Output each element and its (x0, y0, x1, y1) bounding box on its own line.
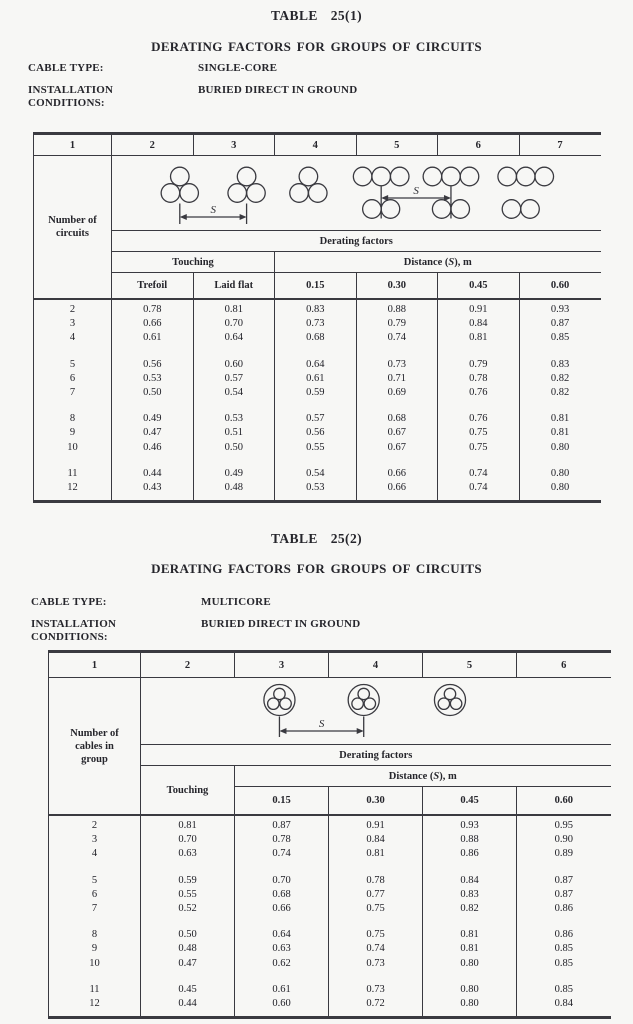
derating-factor-cell: 0.64 (235, 916, 329, 942)
distance-column-0-15: 0.15 (235, 787, 329, 816)
circuit-count-cell: 8 (49, 916, 141, 942)
derating-factor-cell: 0.50 (112, 386, 194, 400)
circuit-count-cell: 3 (34, 317, 112, 331)
derating-factor-cell: 0.68 (275, 331, 357, 345)
table-row (49, 862, 611, 888)
circuit-count-cell: 2 (49, 815, 141, 833)
table-row (34, 481, 601, 502)
table-row (34, 317, 601, 331)
distance-column-0-30: 0.30 (356, 273, 438, 300)
table-row (34, 299, 601, 317)
derating-factor-cell: 0.70 (193, 317, 275, 331)
derating-factor-cell: 0.76 (438, 400, 520, 426)
table-row (49, 847, 611, 861)
installation-conditions-value: BURIED DIRECT IN GROUND (201, 618, 361, 630)
derating-factor-cell: 0.60 (235, 997, 329, 1018)
circuit-count-cell: 6 (34, 372, 112, 386)
derating-factor-cell: 0.87 (517, 888, 611, 902)
table2-title-number: 25(2) (330, 531, 362, 546)
derating-factor-cell: 0.83 (423, 888, 517, 902)
derating-factor-cell: 0.59 (141, 862, 235, 888)
derating-factor-cell: 0.74 (438, 455, 520, 481)
derating-factor-cell: 0.87 (235, 815, 329, 833)
derating-factor-cell: 0.66 (235, 902, 329, 916)
cable-arrangement-diagram (112, 156, 601, 231)
circuit-count-cell: 7 (34, 386, 112, 400)
table-row (49, 888, 611, 902)
derating-factor-cell: 0.78 (438, 372, 520, 386)
derating-factor-cell: 0.73 (329, 957, 423, 971)
circuit-count-cell: 3 (49, 833, 141, 847)
table-row (34, 372, 601, 386)
column-number: 5 (423, 652, 517, 678)
spacing-label: S (413, 184, 419, 198)
multicore-arrangement-illustration (141, 678, 611, 744)
derating-factor-cell: 0.66 (356, 455, 438, 481)
circuit-count-cell: 10 (49, 957, 141, 971)
cable-type-value: SINGLE-CORE (198, 62, 278, 74)
derating-factor-cell: 0.84 (423, 862, 517, 888)
distance-column-0-15: 0.15 (275, 273, 357, 300)
table-row (49, 815, 611, 833)
derating-factor-cell: 0.51 (193, 426, 275, 440)
derating-factor-cell: 0.62 (235, 957, 329, 971)
derating-factor-cell: 0.44 (141, 997, 235, 1018)
derating-factor-cell: 0.87 (517, 862, 611, 888)
derating-factor-cell: 0.49 (193, 455, 275, 481)
table2-title (0, 531, 633, 547)
derating-factor-cell: 0.74 (329, 942, 423, 956)
derating-factor-cell: 0.56 (275, 426, 357, 440)
table-row (34, 455, 601, 481)
derating-factor-cell: 0.74 (235, 847, 329, 861)
derating-factor-cell: 0.74 (356, 331, 438, 345)
row-header-number-of-circuits: Number of circuits (34, 156, 112, 300)
distance-header: Distance (S), m (235, 766, 611, 787)
circuit-count-cell: 4 (34, 331, 112, 345)
column-number: 5 (356, 134, 438, 156)
circuit-count-cell: 4 (49, 847, 141, 861)
derating-factor-cell: 0.85 (519, 331, 601, 345)
circuit-count-cell: 6 (49, 888, 141, 902)
distance-column-0-45: 0.45 (438, 273, 520, 300)
derating-factor-cell: 0.78 (235, 833, 329, 847)
table-row (49, 942, 611, 956)
derating-factor-cell: 0.81 (423, 916, 517, 942)
derating-factor-cell: 0.81 (141, 815, 235, 833)
derating-factor-cell: 0.78 (112, 299, 194, 317)
circuit-count-cell: 10 (34, 441, 112, 455)
derating-factor-cell: 0.53 (112, 372, 194, 386)
derating-factor-cell: 0.85 (517, 971, 611, 997)
circuit-count-cell: 2 (34, 299, 112, 317)
cable-type-label: CABLE TYPE: (31, 596, 107, 608)
derating-factor-cell: 0.80 (423, 971, 517, 997)
circuit-count-cell: 9 (34, 426, 112, 440)
column-number: 4 (275, 134, 357, 156)
circuit-count-cell: 12 (49, 997, 141, 1018)
derating-factor-cell: 0.46 (112, 441, 194, 455)
derating-factor-cell: 0.55 (275, 441, 357, 455)
column-number: 7 (519, 134, 601, 156)
derating-factor-cell: 0.48 (141, 942, 235, 956)
derating-factor-cell: 0.81 (519, 426, 601, 440)
table2-meta (31, 596, 360, 644)
derating-factor-cell: 0.93 (423, 815, 517, 833)
derating-table-multicore (48, 650, 611, 1019)
table1-body (34, 299, 601, 502)
derating-factor-cell: 0.90 (517, 833, 611, 847)
spacing-label: S (318, 718, 325, 730)
installation-conditions-label: INSTALLATION CONDITIONS: (28, 84, 114, 109)
derating-factor-cell: 0.54 (193, 386, 275, 400)
distance-column-0-60: 0.60 (519, 273, 601, 300)
derating-factor-cell: 0.57 (275, 400, 357, 426)
derating-factor-cell: 0.48 (193, 481, 275, 502)
derating-factor-cell: 0.80 (423, 997, 517, 1018)
touching-header: Touching (112, 252, 275, 273)
column-number: 6 (438, 134, 520, 156)
derating-factor-cell: 0.83 (519, 346, 601, 372)
table1-meta (28, 62, 357, 110)
derating-factor-cell: 0.85 (517, 942, 611, 956)
table-row (49, 833, 611, 847)
installation-conditions-value: BURIED DIRECT IN GROUND (198, 84, 358, 96)
distance-column-0-30: 0.30 (329, 787, 423, 816)
column-number: 4 (329, 652, 423, 678)
derating-factor-cell: 0.56 (112, 346, 194, 372)
derating-factor-cell: 0.63 (141, 847, 235, 861)
table-row (34, 346, 601, 372)
column-number: 2 (112, 134, 194, 156)
derating-factor-cell: 0.83 (275, 299, 357, 317)
cable-type-value: MULTICORE (201, 596, 271, 608)
table-row (49, 916, 611, 942)
table-row (49, 997, 611, 1018)
circuit-count-cell: 7 (49, 902, 141, 916)
column-number-row (49, 652, 611, 678)
touching-header: Touching (141, 766, 235, 816)
derating-factor-cell: 0.79 (438, 346, 520, 372)
derating-factors-header: Derating factors (141, 745, 611, 766)
trefoil-header: Trefoil (112, 273, 194, 300)
derating-factor-cell: 0.68 (356, 400, 438, 426)
derating-factor-cell: 0.84 (517, 997, 611, 1018)
derating-factor-cell: 0.66 (356, 481, 438, 502)
derating-factor-cell: 0.75 (438, 441, 520, 455)
derating-factor-cell: 0.67 (356, 426, 438, 440)
table-row (34, 426, 601, 440)
column-number: 2 (141, 652, 235, 678)
derating-factor-cell: 0.81 (519, 400, 601, 426)
laid-flat-header: Laid flat (193, 273, 275, 300)
table-row (34, 386, 601, 400)
derating-factor-cell: 0.80 (519, 441, 601, 455)
derating-factor-cell: 0.81 (438, 331, 520, 345)
derating-factor-cell: 0.68 (235, 888, 329, 902)
derating-factor-cell: 0.49 (112, 400, 194, 426)
derating-factors-header: Derating factors (112, 231, 601, 252)
derating-factor-cell: 0.60 (193, 346, 275, 372)
circuit-count-cell: 12 (34, 481, 112, 502)
table1-title (0, 8, 633, 24)
table-row (49, 971, 611, 997)
cable-arrangement-diagram (141, 678, 611, 745)
derating-factor-cell: 0.64 (275, 346, 357, 372)
table-row (49, 957, 611, 971)
derating-factor-cell: 0.80 (519, 481, 601, 502)
derating-factor-cell: 0.78 (329, 862, 423, 888)
derating-factor-cell: 0.73 (275, 317, 357, 331)
circuit-count-cell: 9 (49, 942, 141, 956)
column-number: 3 (235, 652, 329, 678)
derating-factor-cell: 0.61 (235, 971, 329, 997)
derating-factor-cell: 0.44 (112, 455, 194, 481)
derating-factor-cell: 0.50 (193, 441, 275, 455)
derating-factor-cell: 0.82 (519, 372, 601, 386)
derating-factor-cell: 0.84 (329, 833, 423, 847)
column-number: 1 (49, 652, 141, 678)
derating-factor-cell: 0.73 (356, 346, 438, 372)
row-header-number-of-cables: Number of cables in group (49, 678, 141, 816)
derating-factor-cell: 0.86 (517, 916, 611, 942)
table-row (34, 331, 601, 345)
table1-subtitle: DERATING FACTORS FOR GROUPS OF CIRCUITS (151, 39, 482, 54)
derating-factor-cell: 0.75 (329, 916, 423, 942)
table-row (49, 902, 611, 916)
derating-factor-cell: 0.72 (329, 997, 423, 1018)
derating-factor-cell: 0.47 (112, 426, 194, 440)
circuit-count-cell: 8 (34, 400, 112, 426)
table2-subtitle: DERATING FACTORS FOR GROUPS OF CIRCUITS (151, 561, 482, 576)
derating-factor-cell: 0.75 (329, 902, 423, 916)
derating-factor-cell: 0.86 (423, 847, 517, 861)
cable-type-label: CABLE TYPE: (28, 62, 104, 74)
derating-factor-cell: 0.76 (438, 386, 520, 400)
derating-factor-cell: 0.87 (519, 317, 601, 331)
distance-column-0-45: 0.45 (423, 787, 517, 816)
derating-factor-cell: 0.61 (275, 372, 357, 386)
derating-factor-cell: 0.45 (141, 971, 235, 997)
derating-factor-cell: 0.53 (193, 400, 275, 426)
table2-body (49, 815, 611, 1018)
derating-factor-cell: 0.50 (141, 916, 235, 942)
derating-factor-cell: 0.82 (519, 386, 601, 400)
derating-factor-cell: 0.64 (193, 331, 275, 345)
installation-conditions-label: INSTALLATION CONDITIONS: (31, 618, 117, 643)
derating-factor-cell: 0.74 (438, 481, 520, 502)
spacing-label: S (210, 203, 216, 217)
derating-factor-cell: 0.77 (329, 888, 423, 902)
derating-factor-cell: 0.88 (356, 299, 438, 317)
column-number-row (34, 134, 601, 156)
table-row (34, 441, 601, 455)
derating-factor-cell: 0.93 (519, 299, 601, 317)
derating-factor-cell: 0.85 (517, 957, 611, 971)
derating-factor-cell: 0.88 (423, 833, 517, 847)
circuit-count-cell: 11 (49, 971, 141, 997)
table2-title-word: TABLE (270, 531, 318, 546)
circuit-count-cell: 11 (34, 455, 112, 481)
derating-factor-cell: 0.47 (141, 957, 235, 971)
derating-factor-cell: 0.57 (193, 372, 275, 386)
table1-title-number: 25(1) (330, 8, 362, 23)
derating-factor-cell: 0.80 (423, 957, 517, 971)
derating-factor-cell: 0.52 (141, 902, 235, 916)
derating-factor-cell: 0.84 (438, 317, 520, 331)
derating-factor-cell: 0.82 (423, 902, 517, 916)
distance-column-0-60: 0.60 (517, 787, 611, 816)
derating-factor-cell: 0.95 (517, 815, 611, 833)
derating-table-single-core (33, 132, 601, 503)
column-number: 1 (34, 134, 112, 156)
derating-factor-cell: 0.59 (275, 386, 357, 400)
table-row (34, 400, 601, 426)
derating-factor-cell: 0.73 (329, 971, 423, 997)
derating-factor-cell: 0.54 (275, 455, 357, 481)
derating-factor-cell: 0.67 (356, 441, 438, 455)
derating-factor-cell: 0.91 (438, 299, 520, 317)
derating-factor-cell: 0.80 (519, 455, 601, 481)
column-number: 6 (517, 652, 611, 678)
derating-factor-cell: 0.79 (356, 317, 438, 331)
derating-factor-cell: 0.66 (112, 317, 194, 331)
derating-factor-cell: 0.69 (356, 386, 438, 400)
circuit-count-cell: 5 (34, 346, 112, 372)
derating-factor-cell: 0.71 (356, 372, 438, 386)
derating-factor-cell: 0.70 (235, 862, 329, 888)
table1-title-word: TABLE (270, 8, 318, 23)
circuit-count-cell: 5 (49, 862, 141, 888)
derating-factor-cell: 0.53 (275, 481, 357, 502)
derating-factor-cell: 0.86 (517, 902, 611, 916)
derating-factor-cell: 0.81 (329, 847, 423, 861)
single-core-arrangement-illustration (112, 157, 601, 229)
derating-factor-cell: 0.75 (438, 426, 520, 440)
derating-factor-cell: 0.81 (423, 942, 517, 956)
derating-factor-cell: 0.43 (112, 481, 194, 502)
distance-header: Distance (S), m (275, 252, 601, 273)
derating-factor-cell: 0.91 (329, 815, 423, 833)
derating-factor-cell: 0.55 (141, 888, 235, 902)
derating-factor-cell: 0.61 (112, 331, 194, 345)
derating-factor-cell: 0.70 (141, 833, 235, 847)
derating-factor-cell: 0.89 (517, 847, 611, 861)
column-number: 3 (193, 134, 275, 156)
derating-factor-cell: 0.81 (193, 299, 275, 317)
derating-factor-cell: 0.63 (235, 942, 329, 956)
